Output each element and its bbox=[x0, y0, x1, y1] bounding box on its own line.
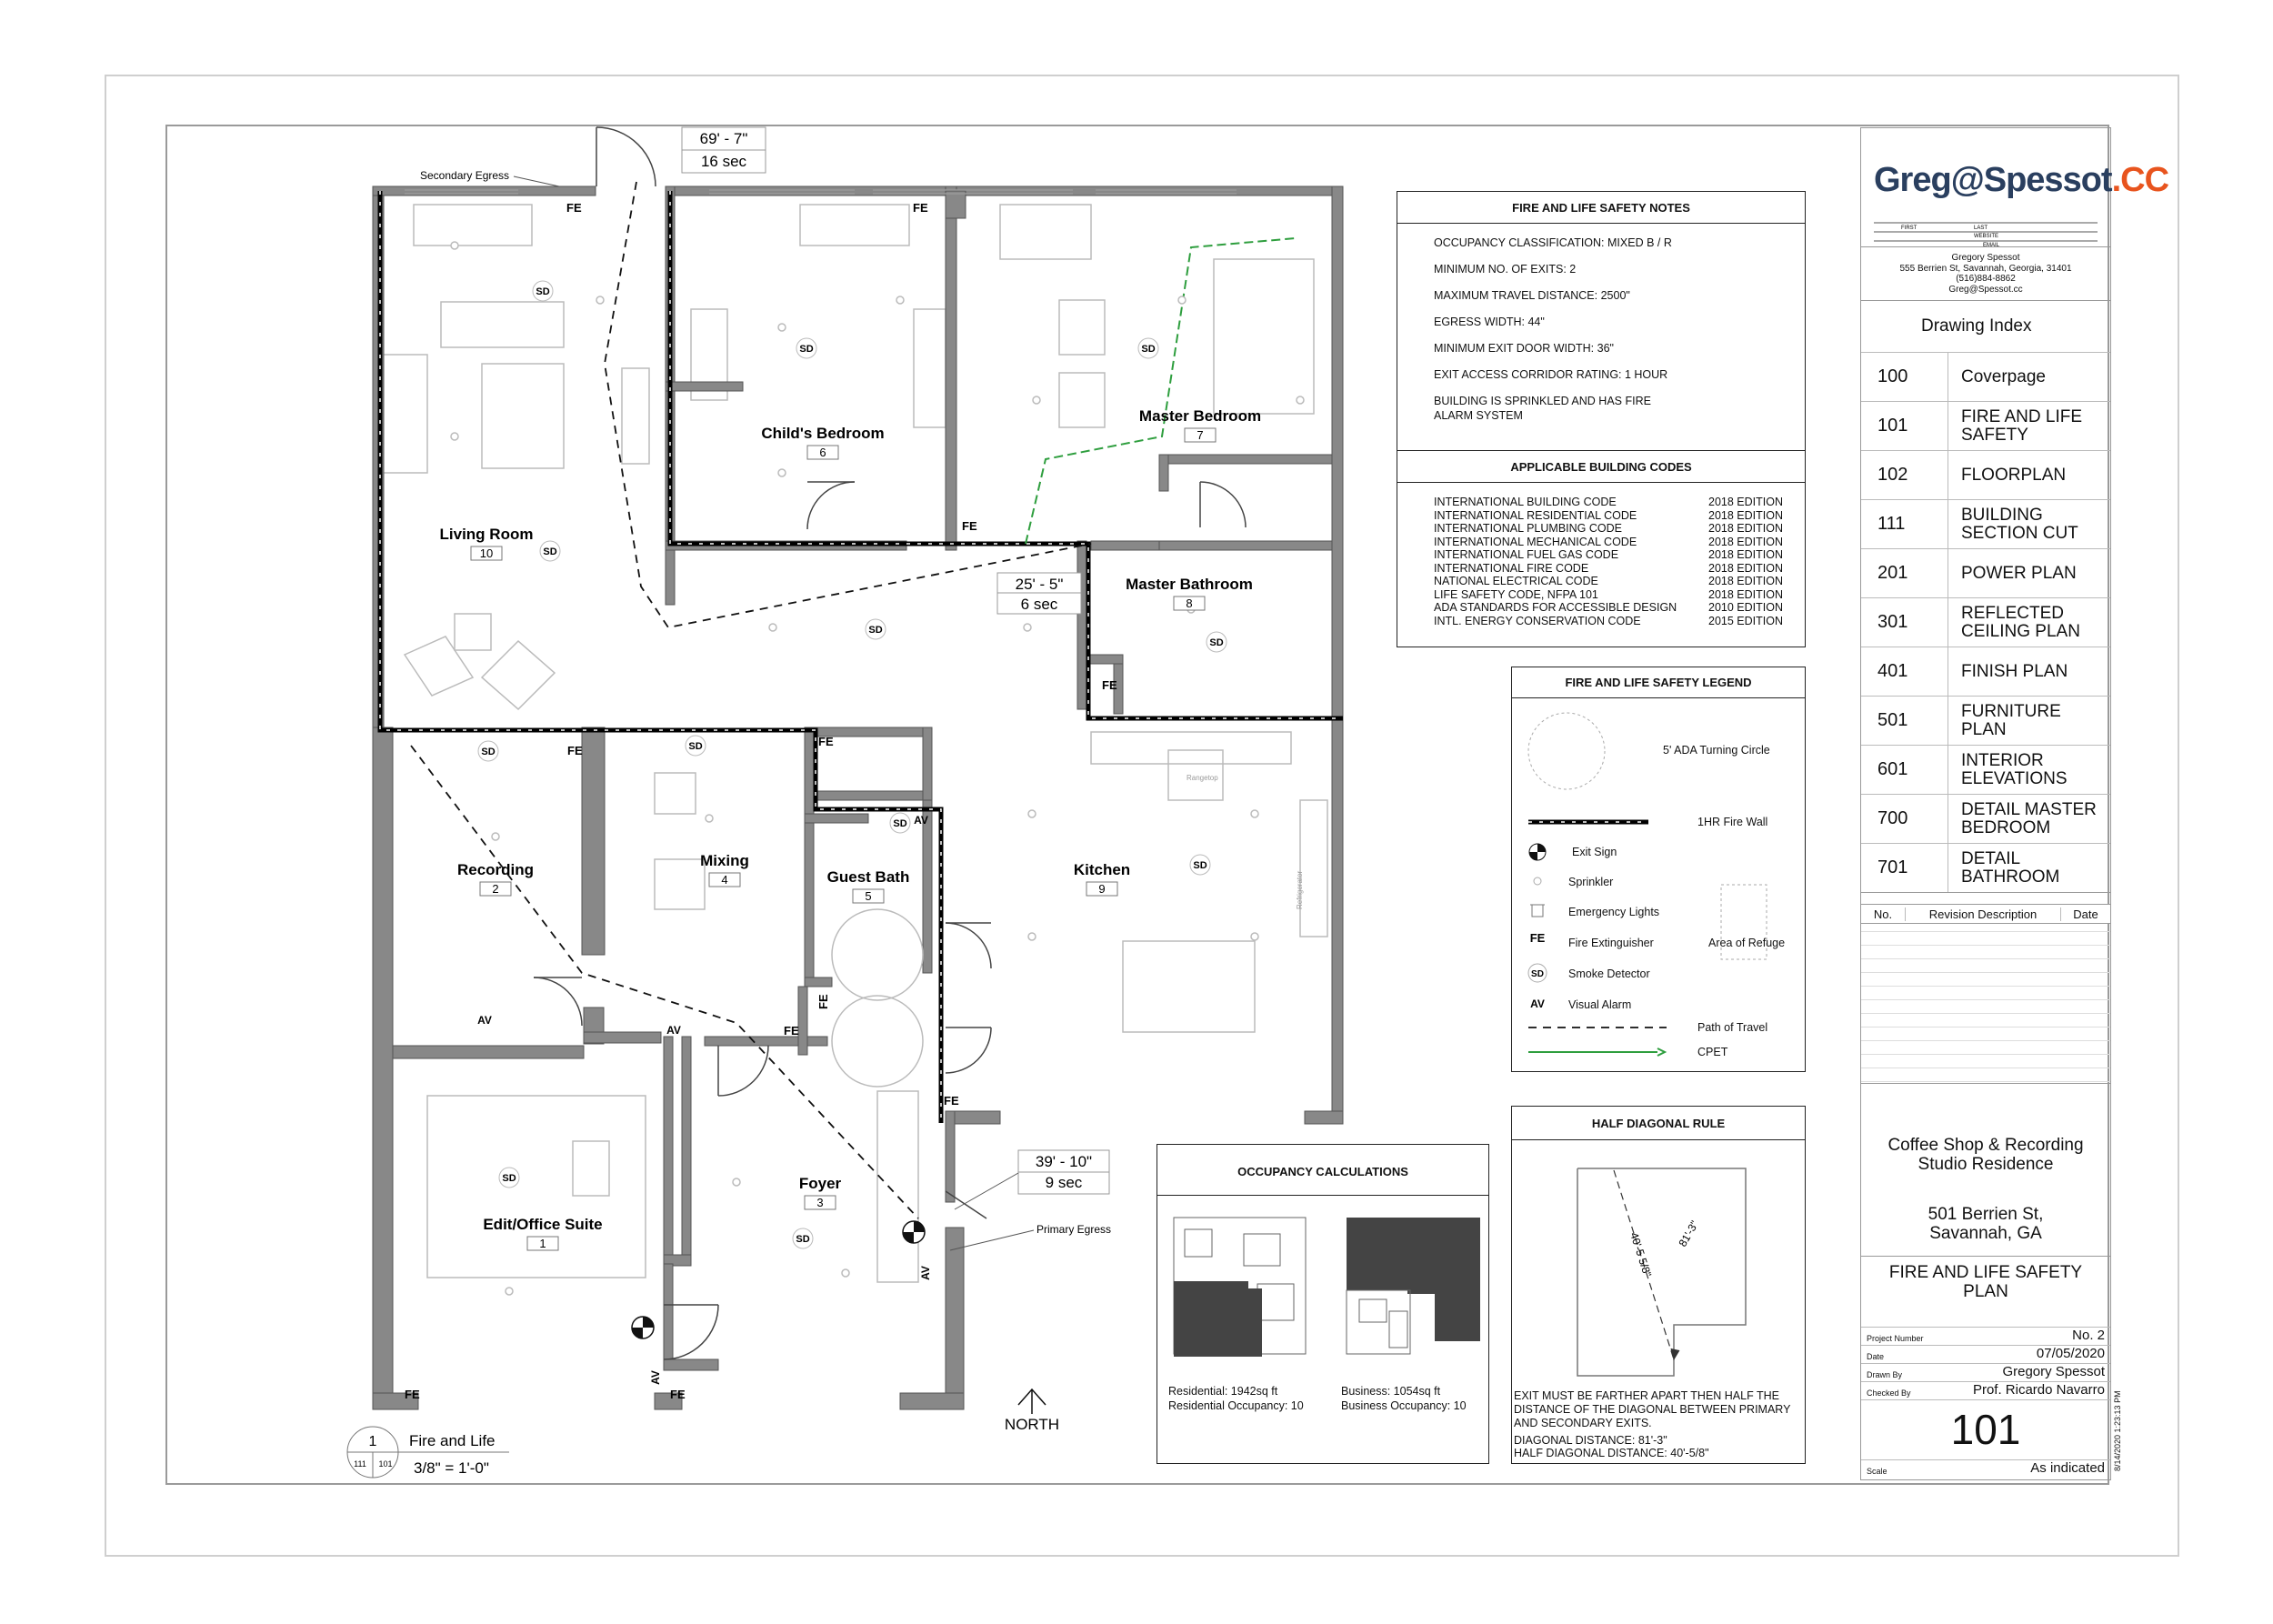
room-number: 3 bbox=[816, 1196, 824, 1209]
index-name: BUILDING SECTION CUT bbox=[1948, 500, 2110, 548]
index-row bbox=[1861, 450, 2110, 499]
fire-notes-panel bbox=[1397, 191, 1806, 647]
field-drawn-by: Drawn By Gregory Spessot bbox=[1861, 1363, 2110, 1381]
code-name: INTL. ENERGY CONSERVATION CODE bbox=[1434, 614, 1641, 627]
exit-sign-icon bbox=[632, 1317, 654, 1338]
room-name: Kitchen bbox=[1073, 861, 1131, 878]
designer-email: Greg@Spessot.cc bbox=[1948, 284, 2023, 295]
index-row bbox=[1861, 499, 2110, 548]
room-name: Edit/Office Suite bbox=[483, 1216, 603, 1233]
room-name: Mixing bbox=[700, 852, 749, 869]
index-number: 401 bbox=[1877, 661, 1908, 681]
code-name: INTERNATIONAL BUILDING CODE bbox=[1434, 496, 1617, 508]
diagonal-dim-b: 81'-3" bbox=[1676, 1218, 1701, 1249]
legend-emergency-lights: Emergency Lights bbox=[1568, 906, 1660, 918]
sd-symbol: SD bbox=[1209, 637, 1224, 648]
code-edition: 2015 EDITION bbox=[1708, 614, 1783, 627]
sd-symbol: SD bbox=[481, 747, 496, 757]
legend-path-of-travel: Path of Travel bbox=[1697, 1021, 1768, 1034]
sd-symbol: SD bbox=[893, 818, 907, 829]
code-row bbox=[1434, 536, 1783, 549]
half-diagonal-title: HALF DIAGONAL RULE bbox=[1512, 1107, 1805, 1140]
sd-symbol: SD bbox=[536, 286, 550, 297]
index-number: 100 bbox=[1877, 366, 1908, 386]
logo-area bbox=[1861, 128, 2169, 248]
index-row bbox=[1861, 597, 2110, 647]
furniture-outlines bbox=[377, 205, 1327, 1282]
fe-symbol: FE bbox=[913, 201, 928, 215]
index-row bbox=[1861, 352, 2110, 401]
room-name: Foyer bbox=[798, 1175, 842, 1192]
svg-text:25' - 5": 25' - 5" bbox=[1015, 576, 1064, 593]
sd-symbol: SD bbox=[799, 344, 814, 355]
index-row bbox=[1861, 794, 2110, 843]
index-number: 111 bbox=[1877, 514, 1906, 534]
legend-exit-sign: Exit Sign bbox=[1572, 846, 1617, 858]
fe-symbol: FE bbox=[567, 744, 583, 757]
room-name: Master Bedroom bbox=[1138, 407, 1262, 425]
north-arrow-icon bbox=[1018, 1389, 1046, 1414]
index-number: 701 bbox=[1877, 857, 1908, 877]
index-name: FLOORPLAN bbox=[1948, 451, 2110, 499]
revision-col-no: No. bbox=[1873, 907, 1893, 921]
revision-header bbox=[1861, 905, 2110, 924]
code-name: INTERNATIONAL FUEL GAS CODE bbox=[1434, 548, 1619, 561]
sd-symbol: SD bbox=[502, 1173, 516, 1184]
sd-symbol: SD bbox=[688, 741, 703, 752]
fire-notes-list bbox=[1397, 224, 1805, 430]
svg-text:SD: SD bbox=[1531, 969, 1544, 979]
field-scale: Scale As indicated bbox=[1861, 1459, 2110, 1478]
designer-address: 555 Berrien St, Savannah, Georgia, 31401 bbox=[1899, 263, 2072, 274]
diagonal-distance: DIAGONAL DISTANCE: 81'-3" bbox=[1514, 1434, 1667, 1447]
occupancy-title: OCCUPANCY CALCULATIONS bbox=[1157, 1145, 1488, 1196]
index-row bbox=[1861, 745, 2110, 794]
svg-text:39' - 10": 39' - 10" bbox=[1035, 1153, 1093, 1170]
legend-cpet: CPET bbox=[1697, 1046, 1728, 1058]
note-line: MINIMUM EXIT DOOR WIDTH: 36" bbox=[1434, 342, 1614, 355]
business-occupancy: Business Occupancy: 10 bbox=[1341, 1399, 1467, 1412]
residential-area: Residential: 1942sq ft bbox=[1168, 1385, 1278, 1398]
print-stamp: 8/14/2020 1:23:13 PM bbox=[2113, 1390, 2122, 1471]
revision-col-date: Date bbox=[2060, 907, 2110, 921]
business-area: Business: 1054sq ft bbox=[1341, 1385, 1441, 1398]
field-date: Date 07/05/2020 bbox=[1861, 1345, 2110, 1363]
legend-smoke-detector: Smoke Detector bbox=[1568, 967, 1650, 980]
room-name: Child's Bedroom bbox=[761, 425, 885, 442]
field-checked-by: Checked By Prof. Ricardo Navarro bbox=[1861, 1381, 2110, 1399]
diagonal-dim-a: 40'-5 5/8" bbox=[1627, 1230, 1655, 1279]
svg-text:FIRST: FIRST bbox=[1901, 226, 1918, 231]
fire-notes-title: FIRE AND LIFE SAFETY NOTES bbox=[1397, 192, 1805, 224]
fe-symbol: FE bbox=[818, 735, 834, 748]
code-edition: 2018 EDITION bbox=[1708, 548, 1783, 561]
code-row bbox=[1434, 575, 1783, 588]
index-number: 101 bbox=[1877, 416, 1908, 436]
code-row bbox=[1434, 601, 1783, 615]
av-symbol: AV bbox=[666, 1024, 681, 1037]
designer-phone: (516)884-8862 bbox=[1956, 274, 2016, 284]
sd-symbol: SD bbox=[868, 625, 883, 636]
room-number: 7 bbox=[1197, 428, 1204, 442]
refrigerator-label: Refrigerator bbox=[1296, 870, 1304, 909]
exit-sign-icon bbox=[903, 1221, 925, 1243]
note-line: EGRESS WIDTH: 44" bbox=[1434, 316, 1545, 328]
index-name: INTERIOR ELEVATIONS bbox=[1948, 746, 2110, 794]
legend-fire-extinguisher: Fire Extinguisher bbox=[1568, 937, 1654, 949]
code-edition: 2018 EDITION bbox=[1708, 522, 1783, 535]
fe-symbol: FE bbox=[944, 1094, 959, 1108]
index-name: FINISH PLAN bbox=[1948, 647, 2110, 696]
index-name: DETAIL MASTER BEDROOM bbox=[1948, 795, 2110, 843]
index-number: 700 bbox=[1877, 808, 1908, 828]
exit-sign-icon bbox=[1529, 844, 1546, 860]
code-row bbox=[1434, 509, 1783, 523]
code-row bbox=[1434, 615, 1783, 628]
sd-symbol: SD bbox=[1193, 860, 1207, 871]
av-icon: AV bbox=[1530, 997, 1545, 1010]
sd-symbol: SD bbox=[543, 546, 557, 557]
legend-panel bbox=[1511, 667, 1806, 1072]
code-name: INTERNATIONAL RESIDENTIAL CODE bbox=[1434, 508, 1637, 522]
note-line: OCCUPANCY CLASSIFICATION: MIXED B / R bbox=[1434, 236, 1672, 249]
index-name: POWER PLAN bbox=[1948, 549, 2110, 597]
legend-refuge: Area of Refuge bbox=[1708, 937, 1786, 949]
room-name: Guest Bath bbox=[826, 868, 910, 886]
note-line: MINIMUM NO. OF EXITS: 2 bbox=[1434, 263, 1577, 276]
svg-text:Fire and Life: Fire and Life bbox=[409, 1432, 496, 1449]
travel-callout bbox=[955, 1150, 1109, 1209]
code-edition: 2018 EDITION bbox=[1708, 587, 1783, 601]
fe-symbol: FE bbox=[962, 519, 977, 533]
code-edition: 2018 EDITION bbox=[1708, 496, 1783, 508]
room-name: Master Bathroom bbox=[1126, 576, 1253, 593]
fire-wall-dashes bbox=[380, 191, 1343, 1123]
project-fields bbox=[1861, 1327, 2110, 1399]
legend-fire-wall: 1HR Fire Wall bbox=[1697, 816, 1768, 828]
business-area-fill bbox=[1347, 1218, 1480, 1341]
sheet-number: 101 bbox=[1861, 1399, 2110, 1459]
index-row bbox=[1861, 401, 2110, 450]
room-number: 9 bbox=[1098, 882, 1106, 896]
av-symbol: AV bbox=[649, 1370, 662, 1385]
brand-logo: Greg@Spessot.CC bbox=[1874, 161, 2169, 199]
half-diagonal-note: EXIT MUST BE FARTHER APART THEN HALF THE DISTANCE OF THE DIAGONAL BETWEEN PRIMARY AND SECONDARY EXITS. bbox=[1514, 1389, 1791, 1429]
svg-text:1: 1 bbox=[368, 1434, 377, 1449]
room-number: 10 bbox=[479, 546, 494, 560]
code-row bbox=[1434, 588, 1783, 602]
residential-occupancy: Residential Occupancy: 10 bbox=[1168, 1399, 1304, 1412]
secondary-egress-label: Secondary Egress bbox=[420, 169, 510, 182]
legend-title: FIRE AND LIFE SAFETY LEGEND bbox=[1512, 667, 1805, 698]
north-label: NORTH bbox=[1004, 1416, 1060, 1433]
cpet-line bbox=[1026, 238, 1296, 544]
code-name: LIFE SAFETY CODE, NFPA 101 bbox=[1434, 587, 1598, 601]
room-number: 4 bbox=[721, 873, 728, 887]
code-name: INTERNATIONAL MECHANICAL CODE bbox=[1434, 535, 1637, 548]
sheet-title: FIRE AND LIFE SAFETY PLAN bbox=[1888, 1263, 2083, 1301]
code-row bbox=[1434, 548, 1783, 562]
rangetop-label: Rangetop bbox=[1187, 774, 1218, 782]
index-name: Coverpage bbox=[1948, 353, 2110, 401]
fire-wall-1hr bbox=[380, 191, 1343, 1123]
drawing-index-list bbox=[1861, 352, 2110, 893]
designer-name: Gregory Spessot bbox=[1951, 253, 2020, 263]
sd-symbol: SD bbox=[1141, 344, 1156, 355]
index-row bbox=[1861, 647, 2110, 696]
fe-symbol: FE bbox=[566, 201, 582, 215]
logo-signature-lines bbox=[1874, 217, 2098, 248]
av-symbol: AV bbox=[919, 1266, 932, 1280]
fe-symbol: FE bbox=[784, 1024, 799, 1038]
code-name: INTERNATIONAL FIRE CODE bbox=[1434, 561, 1589, 575]
index-name: DETAIL BATHROOM bbox=[1948, 844, 2110, 892]
legend-ada: 5' ADA Turning Circle bbox=[1663, 744, 1770, 757]
svg-text:3/8" = 1'-0": 3/8" = 1'-0" bbox=[414, 1459, 489, 1477]
svg-text:111: 111 bbox=[354, 1459, 366, 1469]
index-row bbox=[1861, 696, 2110, 745]
code-edition: 2018 EDITION bbox=[1708, 508, 1783, 522]
code-edition: 2010 EDITION bbox=[1708, 601, 1783, 614]
path-of-travel bbox=[411, 182, 1091, 1218]
svg-text:6 sec: 6 sec bbox=[1020, 596, 1058, 613]
doors bbox=[534, 127, 1246, 1359]
code-row bbox=[1434, 562, 1783, 576]
room-number: 6 bbox=[819, 446, 826, 459]
ada-circle-icon bbox=[1528, 713, 1605, 789]
room-number: 2 bbox=[492, 882, 499, 896]
room-number: 8 bbox=[1186, 596, 1193, 610]
travel-callout bbox=[997, 573, 1081, 614]
svg-text:69' - 7": 69' - 7" bbox=[699, 130, 748, 147]
note-line: MAXIMUM TRAVEL DISTANCE: 2500" bbox=[1434, 289, 1630, 302]
index-name: REFLECTED CEILING PLAN bbox=[1948, 598, 2110, 647]
travel-callout bbox=[682, 127, 766, 173]
revision-table bbox=[1861, 904, 2110, 1084]
code-edition: 2018 EDITION bbox=[1708, 561, 1783, 575]
svg-text:WEBSITE: WEBSITE bbox=[1974, 234, 1999, 239]
room-name: Living Room bbox=[439, 526, 534, 543]
leader-line bbox=[514, 176, 559, 186]
code-name: ADA STANDARDS FOR ACCESSIBLE DESIGN bbox=[1434, 601, 1677, 614]
av-symbol: AV bbox=[914, 814, 928, 827]
svg-text:LAST: LAST bbox=[1974, 226, 1988, 231]
room-number: 5 bbox=[865, 889, 872, 903]
code-row bbox=[1434, 496, 1783, 509]
primary-egress-label: Primary Egress bbox=[1036, 1223, 1112, 1236]
svg-text:9 sec: 9 sec bbox=[1045, 1174, 1083, 1191]
half-diagonal-distance: HALF DIAGONAL DISTANCE: 40'-5/8" bbox=[1514, 1447, 1709, 1459]
fe-symbol: FE bbox=[670, 1388, 686, 1401]
sprinkler-icon bbox=[1534, 877, 1541, 885]
index-number: 201 bbox=[1877, 563, 1908, 583]
field-project-number: Project Number No. 2 bbox=[1861, 1327, 2110, 1345]
fe-symbol: FE bbox=[405, 1388, 420, 1401]
half-diagonal-panel bbox=[1511, 1106, 1806, 1464]
index-number: 501 bbox=[1877, 710, 1908, 730]
code-edition: 2018 EDITION bbox=[1708, 535, 1783, 548]
emergency-lights-icon bbox=[1530, 905, 1545, 917]
residential-area-fill bbox=[1174, 1281, 1262, 1357]
legend-visual-alarm: Visual Alarm bbox=[1568, 998, 1632, 1011]
room-number: 1 bbox=[539, 1237, 546, 1250]
code-row bbox=[1434, 522, 1783, 536]
revision-col-desc: Revision Description bbox=[1905, 907, 2060, 921]
half-diagonal-diagram bbox=[1512, 1143, 1805, 1379]
project-name: Coffee Shop & Recording Studio Residence bbox=[1887, 1136, 2084, 1174]
view-title bbox=[347, 1427, 509, 1478]
project-address: 501 Berrien St, Savannah, GA bbox=[1928, 1205, 2044, 1243]
index-name: FURNITURE PLAN bbox=[1948, 697, 2110, 745]
occupancy-panel bbox=[1157, 1144, 1489, 1464]
occupancy-diagrams bbox=[1157, 1207, 1488, 1388]
codes-table bbox=[1397, 483, 1805, 627]
code-name: NATIONAL ELECTRICAL CODE bbox=[1434, 575, 1598, 587]
legend-sprinkler: Sprinkler bbox=[1568, 876, 1614, 888]
room-name: Recording bbox=[456, 861, 535, 878]
index-number: 301 bbox=[1877, 612, 1908, 632]
svg-text:101: 101 bbox=[378, 1459, 393, 1469]
index-number: 601 bbox=[1877, 759, 1908, 779]
code-edition: 2018 EDITION bbox=[1708, 575, 1783, 587]
note-line: BUILDING IS SPRINKLED AND HAS FIRE ALARM SYSTEM bbox=[1434, 395, 1651, 422]
note-line: EXIT ACCESS CORRIDOR RATING: 1 HOUR bbox=[1434, 368, 1668, 381]
codes-title: APPLICABLE BUILDING CODES bbox=[1397, 450, 1805, 483]
svg-text:EMAIL: EMAIL bbox=[1983, 243, 2000, 248]
sd-symbol: SD bbox=[796, 1234, 810, 1245]
index-row bbox=[1861, 548, 2110, 597]
designer-info bbox=[1861, 247, 2110, 301]
index-row bbox=[1861, 843, 2110, 893]
fe-icon: FE bbox=[1529, 931, 1546, 945]
svg-text:16 sec: 16 sec bbox=[700, 153, 747, 170]
drawing-index-title: Drawing Index bbox=[1921, 316, 2032, 336]
index-name: FIRE AND LIFE SAFETY bbox=[1948, 402, 2110, 450]
av-symbol: AV bbox=[477, 1014, 492, 1027]
fe-symbol: FE bbox=[1102, 678, 1117, 692]
fe-symbol: FE bbox=[816, 994, 830, 1009]
index-number: 102 bbox=[1877, 465, 1908, 485]
code-name: INTERNATIONAL PLUMBING CODE bbox=[1434, 522, 1622, 535]
